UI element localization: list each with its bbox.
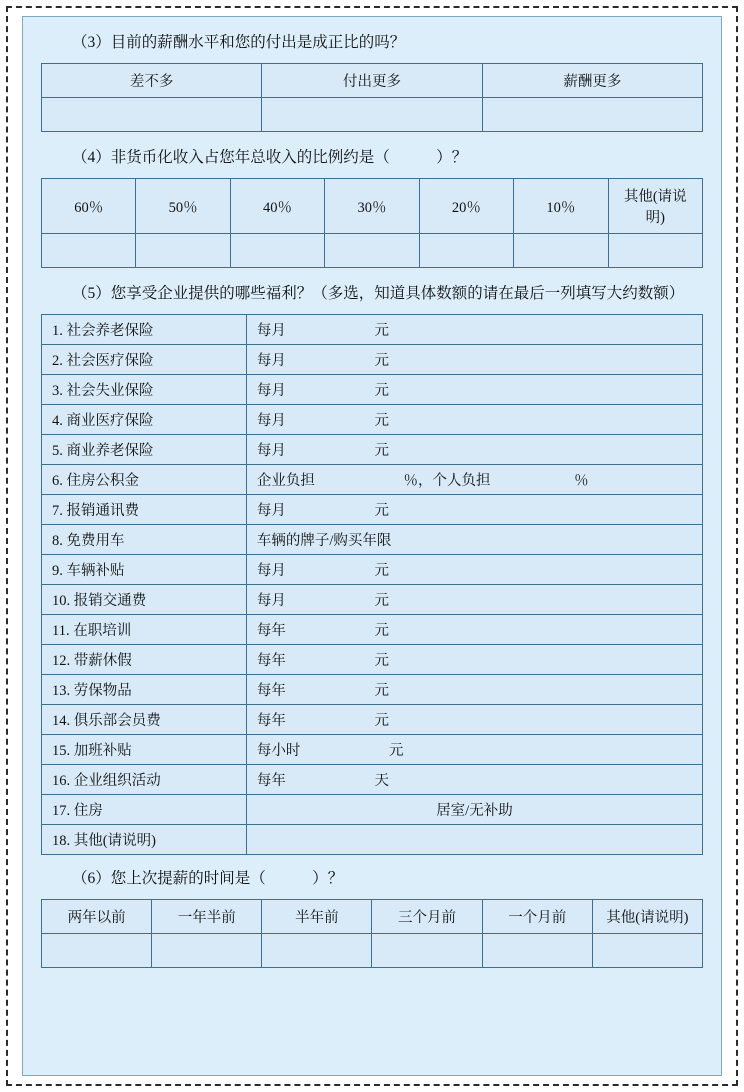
q6-option-3[interactable]: 三个月前 [372, 900, 482, 934]
table-row [42, 315, 703, 345]
questionnaire-panel [22, 16, 722, 1076]
benefit-unit-a-4: 每月 [256, 413, 286, 430]
table-row [42, 495, 703, 525]
table-row [42, 98, 703, 132]
q4-answer-0[interactable] [42, 234, 136, 268]
question-5-text: （5）您享受企业提供的哪些福利？（多选，知道具体数额的请在最后一列填写大约数额） [72, 285, 685, 303]
question-4-table [41, 178, 703, 268]
benefit-unit-3[interactable] [246, 375, 702, 405]
q6-option-4[interactable]: 一个月前 [482, 900, 592, 934]
benefit-label-13[interactable]: 13. 劳保物品 [42, 675, 247, 705]
q6-answer-1[interactable] [152, 934, 262, 968]
q4-answer-2[interactable] [230, 234, 324, 268]
q3-answer-1[interactable] [262, 98, 482, 132]
q4-option-2[interactable]: 40％ [230, 179, 324, 234]
benefit-unit-13[interactable] [246, 675, 702, 705]
benefit-unit-b-7: 元 [374, 503, 390, 520]
benefit-unit-a-8: 车辆的牌子/购买年限 [256, 533, 392, 550]
table-row [42, 179, 703, 234]
table-row [42, 825, 703, 855]
benefit-unit-10[interactable] [246, 585, 702, 615]
q4-answer-3[interactable] [325, 234, 419, 268]
table-row [42, 585, 703, 615]
q4-answer-5[interactable] [514, 234, 608, 268]
table-row [42, 345, 703, 375]
q6-option-0[interactable]: 两年以前 [42, 900, 152, 934]
table-row [42, 465, 703, 495]
benefit-unit-b-9: 元 [374, 563, 390, 580]
q3-answer-0[interactable] [42, 98, 262, 132]
benefit-unit-7[interactable] [246, 495, 702, 525]
q3-option-2[interactable]: 薪酬更多 [482, 64, 702, 98]
benefit-label-18[interactable]: 18. 其他(请说明) [42, 825, 247, 855]
benefit-unit-b-6: ％，个人负担 [403, 473, 491, 490]
q3-answer-2[interactable] [482, 98, 702, 132]
benefit-unit-b-1: 元 [374, 323, 390, 340]
benefit-label-6[interactable]: 6. 住房公积金 [42, 465, 247, 495]
benefit-unit-18[interactable] [246, 825, 702, 855]
benefit-unit-b-5: 元 [374, 443, 390, 460]
table-row [42, 765, 703, 795]
q6-option-5[interactable]: 其他(请说明) [592, 900, 702, 934]
benefit-unit-15[interactable] [246, 735, 702, 765]
q4-option-4[interactable]: 20％ [419, 179, 513, 234]
table-row [42, 615, 703, 645]
benefit-unit-b-14: 元 [374, 713, 390, 730]
table-row [42, 705, 703, 735]
table-row [42, 735, 703, 765]
q4-option-6[interactable]: 其他(请说明) [608, 179, 702, 234]
benefit-unit-b-12: 元 [374, 653, 390, 670]
q6-answer-5[interactable] [592, 934, 702, 968]
q6-option-2[interactable]: 半年前 [262, 900, 372, 934]
question-6-text: （6）您上次提薪的时间是（ ）？ [72, 870, 344, 888]
table-row [42, 645, 703, 675]
benefit-unit-1[interactable] [246, 315, 702, 345]
benefit-label-9[interactable]: 9. 车辆补贴 [42, 555, 247, 585]
benefit-unit-a-3: 每月 [256, 383, 286, 400]
q4-option-5[interactable]: 10％ [514, 179, 608, 234]
benefit-unit-6[interactable] [246, 465, 702, 495]
question-6-table [41, 899, 703, 968]
question-3-table [41, 63, 703, 132]
benefit-unit-a-10: 每月 [256, 593, 286, 610]
table-row [42, 64, 703, 98]
q4-option-1[interactable]: 50％ [136, 179, 230, 234]
benefit-label-2[interactable]: 2. 社会医疗保险 [42, 345, 247, 375]
q6-answer-3[interactable] [372, 934, 482, 968]
benefit-unit-9[interactable] [246, 555, 702, 585]
benefit-unit-b-11: 元 [374, 623, 390, 640]
benefit-unit-a-6: 企业负担 [256, 473, 315, 490]
benefit-unit-a-15: 每小时 [256, 743, 301, 760]
benefit-unit-b-4: 元 [374, 413, 390, 430]
benefit-label-10[interactable]: 10. 报销交通费 [42, 585, 247, 615]
question-5-benefits-table [41, 314, 703, 855]
benefit-label-16[interactable]: 16. 企业组织活动 [42, 765, 247, 795]
benefit-label-15[interactable]: 15. 加班补贴 [42, 735, 247, 765]
table-row [42, 375, 703, 405]
benefit-label-12[interactable]: 12. 带薪休假 [42, 645, 247, 675]
benefit-label-8[interactable]: 8. 免费用车 [42, 525, 247, 555]
q4-option-3[interactable]: 30％ [325, 179, 419, 234]
table-row [42, 934, 703, 968]
benefit-unit-11[interactable] [246, 615, 702, 645]
benefit-unit-16[interactable] [246, 765, 702, 795]
benefit-label-11[interactable]: 11. 在职培训 [42, 615, 247, 645]
benefit-unit-14[interactable] [246, 705, 702, 735]
benefit-label-14[interactable]: 14. 俱乐部会员费 [42, 705, 247, 735]
benefit-unit-a-16: 每年 [256, 773, 286, 790]
table-row [42, 795, 703, 825]
q4-answer-4[interactable] [419, 234, 513, 268]
question-4-text: （4）非货币化收入占您年总收入的比例约是（ ）？ [72, 149, 468, 167]
table-row [42, 234, 703, 268]
benefit-unit-12[interactable] [246, 645, 702, 675]
benefit-unit-a-13: 每年 [256, 683, 286, 700]
benefit-unit-4[interactable] [246, 405, 702, 435]
benefit-unit-b-15: 元 [389, 743, 404, 760]
table-row [42, 675, 703, 705]
benefit-label-5[interactable]: 5. 商业养老保险 [42, 435, 247, 465]
q6-answer-4[interactable] [482, 934, 592, 968]
benefit-unit-2[interactable] [246, 345, 702, 375]
benefit-unit-a-7: 每月 [256, 503, 286, 520]
benefit-unit-b-3: 元 [374, 383, 390, 400]
benefit-unit-c-6: ％ [574, 473, 589, 490]
benefit-unit-5[interactable] [246, 435, 702, 465]
benefit-unit-a-5: 每月 [256, 443, 286, 460]
benefit-unit-a-12: 每年 [256, 653, 286, 670]
benefit-unit-a-11: 每年 [256, 623, 286, 640]
q6-option-1[interactable]: 一年半前 [152, 900, 262, 934]
q3-option-1[interactable]: 付出更多 [262, 64, 482, 98]
benefit-label-1[interactable]: 1. 社会养老保险 [42, 315, 247, 345]
benefit-label-17[interactable]: 17. 住房 [42, 795, 247, 825]
table-row [42, 900, 703, 934]
benefit-unit-a-14: 每年 [256, 713, 286, 730]
benefit-unit-b-2: 元 [374, 353, 390, 370]
q3-option-0[interactable]: 差不多 [42, 64, 262, 98]
benefit-unit-17[interactable]: 居室/无补助 [246, 795, 702, 825]
q4-option-0[interactable]: 60％ [42, 179, 136, 234]
benefit-unit-a-2: 每月 [256, 353, 286, 370]
q4-answer-1[interactable] [136, 234, 230, 268]
benefit-unit-b-16: 天 [374, 773, 390, 790]
benefit-unit-b-13: 元 [374, 683, 390, 700]
q6-answer-2[interactable] [262, 934, 372, 968]
benefit-unit-a-9: 每月 [256, 563, 286, 580]
benefit-label-4[interactable]: 4. 商业医疗保险 [42, 405, 247, 435]
table-row [42, 435, 703, 465]
table-row [42, 405, 703, 435]
table-row [42, 525, 703, 555]
q6-answer-0[interactable] [42, 934, 152, 968]
benefit-label-3[interactable]: 3. 社会失业保险 [42, 375, 247, 405]
benefit-label-7[interactable]: 7. 报销通讯费 [42, 495, 247, 525]
benefit-unit-b-10: 元 [374, 593, 390, 610]
q4-answer-6[interactable] [608, 234, 702, 268]
benefit-unit-8[interactable] [246, 525, 702, 555]
question-3-text: （3）目前的薪酬水平和您的付出是成正比的吗？ [72, 34, 406, 51]
table-row [42, 555, 703, 585]
benefit-unit-a-1: 每月 [256, 323, 286, 340]
